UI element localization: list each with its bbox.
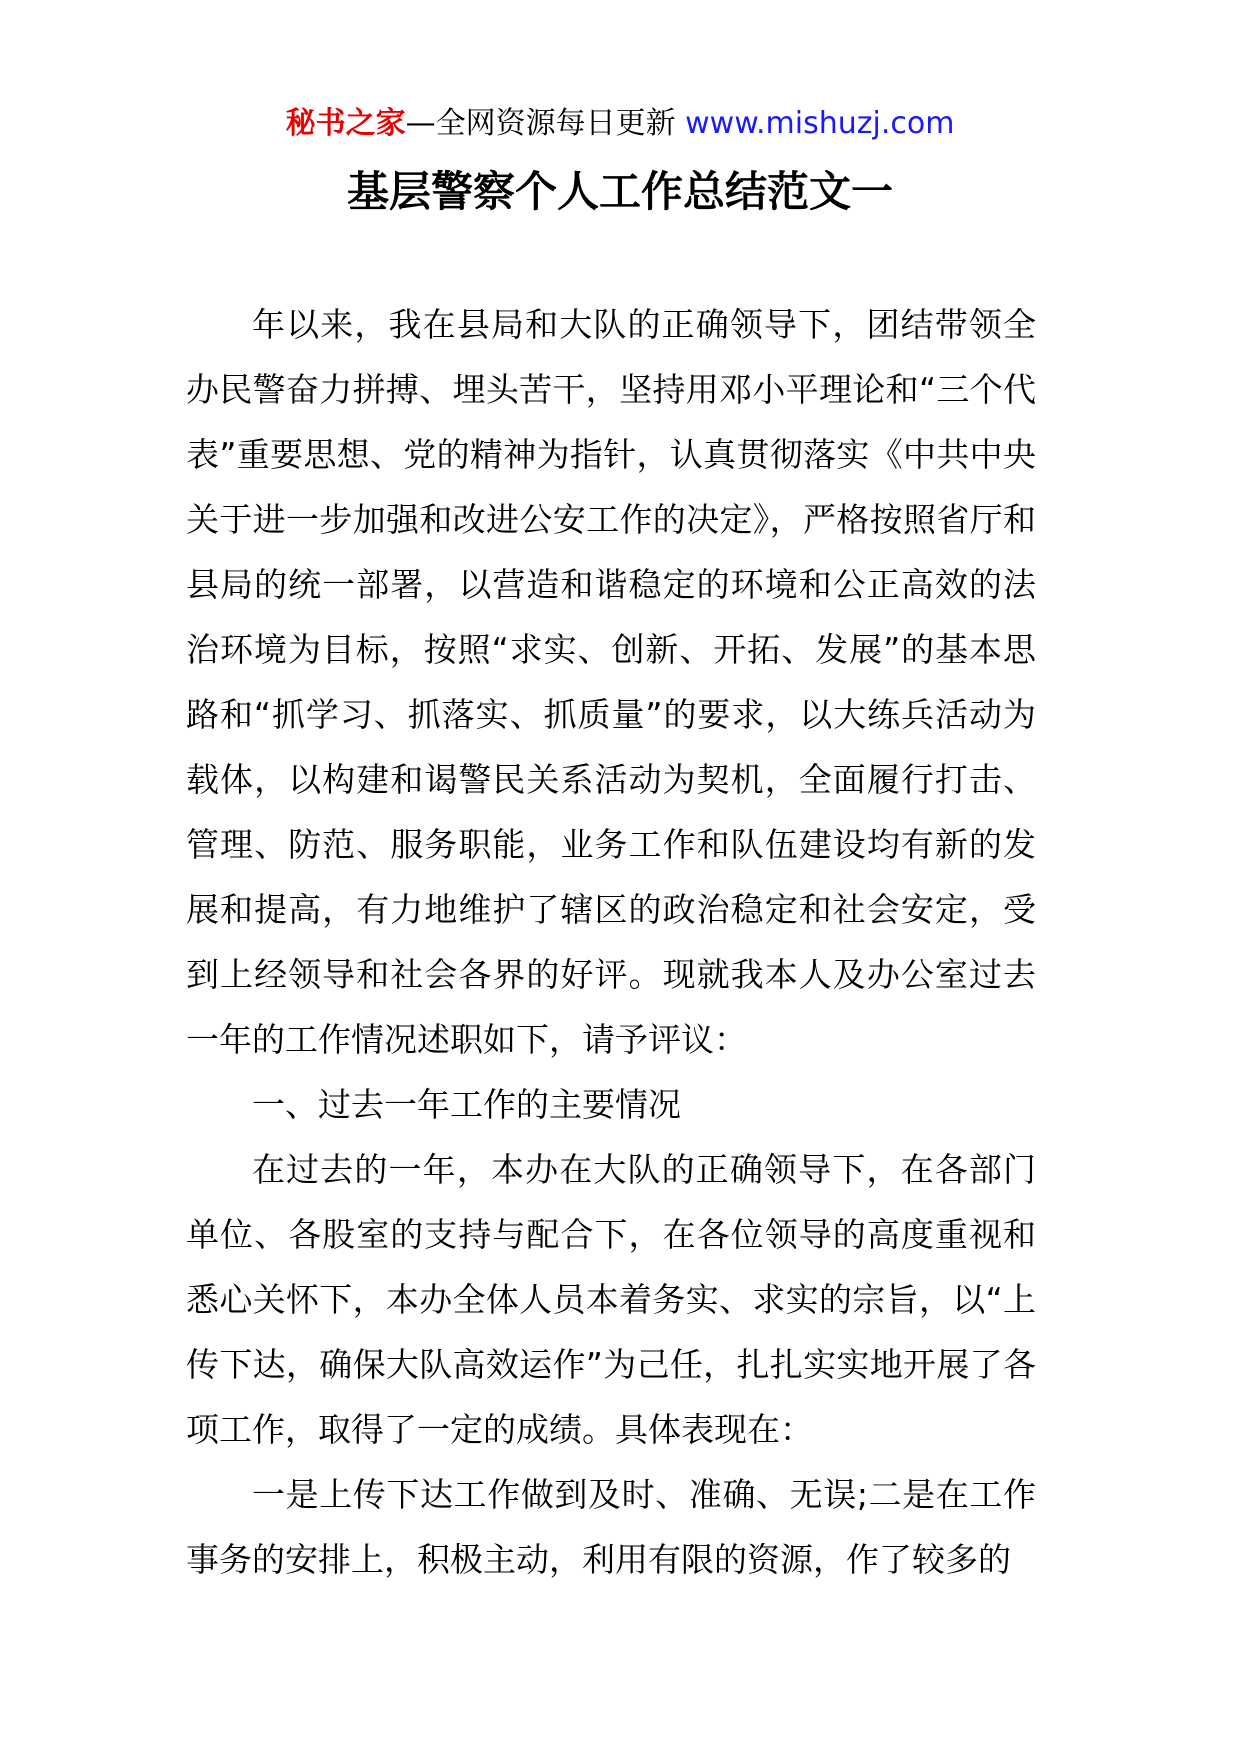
document-title: 基层警察个人工作总结范文一 bbox=[346, 167, 893, 216]
site-brand: 秘书之家 bbox=[285, 106, 406, 141]
site-header bbox=[0, 100, 1240, 148]
site-tagline: —全网资源每日更新 bbox=[405, 106, 686, 141]
site-url-link[interactable]: www.mishuzj.com bbox=[685, 106, 955, 141]
paragraph-details: 一是上传下达工作做到及时、准确、无误;二是在工作事务的安排上，积极主动，利用有限的资源，作了较多的 bbox=[186, 1475, 1036, 1579]
paragraph-past-year: 在过去的一年，本办在大队的正确领导下，在各部门单位、各股室的支持与配合下，在各位领导的高度重视和悉心关怀下，本办全体人员本着务实、求实的宗旨，以“上传下达，确保大队高效运作”为己任，扎扎实实地开展了各项工作，取得了一定的成绩。具体表现在： bbox=[186, 1150, 1036, 1449]
paragraph-intro: 年以来，我在县局和大队的正确领导下，团结带领全办民警奋力拼搏、埋头苦干，坚持用邓小平理论和“三个代表”重要思想、党的精神为指针，认真贯彻落实《中共中央关于进一步加强和改进公安工作的决定》，严格按照省厅和县局的统一部署，以营造和谐稳定的环境和公正高效的法治环境为目标，按照“求实、创新、开拓、发展”的基本思路和“抓学习、抓落实、抓质量”的要求，以大练兵活动为载体，以构建和谒警民关系活动为契机，全面履行打击、管理、防范、服务职能，业务工作和队伍建设均有新的发展和提高，有力地维护了辖区的政治稳定和社会安定，受到上经领导和社会各界的好评。现就我本人及办公室过去一年的工作情况述职如下，请予评议： bbox=[186, 305, 1036, 1059]
document-body bbox=[186, 292, 1036, 1592]
section-heading-1: 一、过去一年工作的主要情况 bbox=[252, 1085, 681, 1124]
